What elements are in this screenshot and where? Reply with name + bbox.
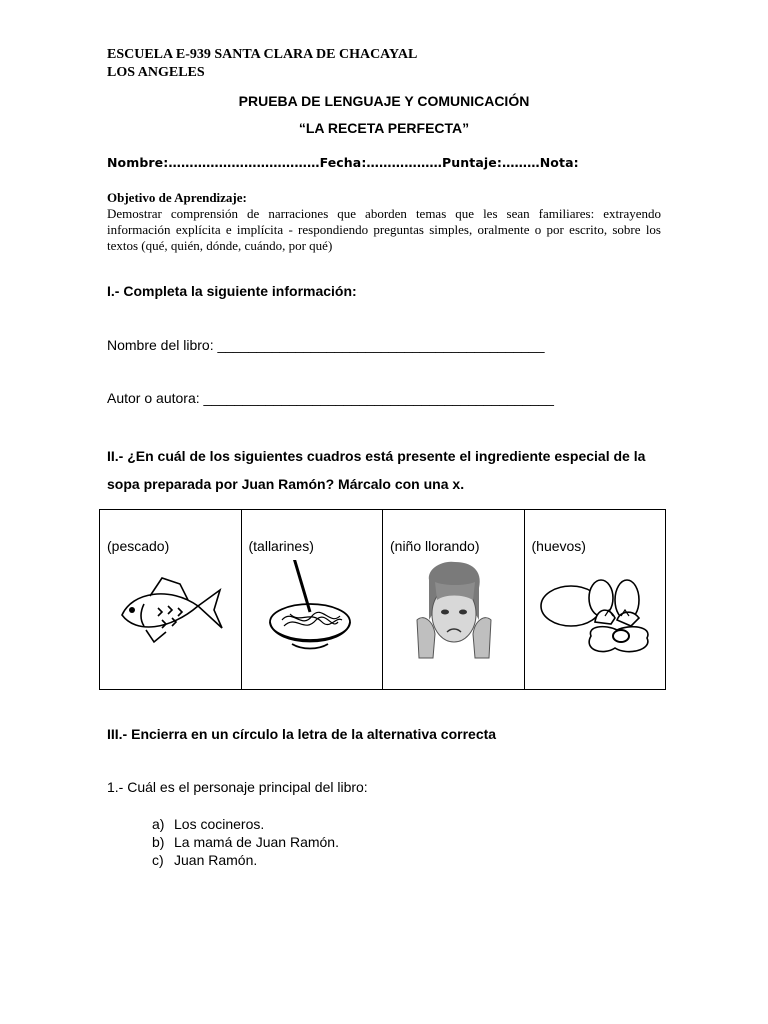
section-2-heading: II.- ¿En cuál de los siguientes cuadros está presente el ingrediente especial de la sopa preparada por Juan Ramón? Márcalo con una x. [107,448,646,492]
school-name: ESCUELA E-939 SANTA CLARA DE CHACAYAL [107,47,418,62]
section-1-heading: I.- Completa la siguiente información: [107,283,357,299]
author-field[interactable]: Autor o autora: _____________________________________________ [107,390,554,406]
crying-child-icon [393,560,517,660]
choice-label: (pescado) [107,538,170,554]
option-text: Juan Ramón. [174,852,258,868]
option-text: Los cocineros. [174,816,265,832]
choice-cell-eggs[interactable] [524,510,666,690]
learning-objective [107,190,661,254]
choice-label: (huevos) [531,538,586,554]
option-b[interactable] [152,833,339,851]
fish-icon [110,560,234,660]
section-3-heading: III.- Encierra en un círculo la letra de la alternativa correcta [107,726,497,742]
option-letter[interactable]: c) [152,852,164,868]
question-1: 1.- Cuál es el personaje principal del libro: [107,779,368,795]
choice-cell-fish[interactable] [100,510,242,690]
test-title: PRUEBA DE LENGUAJE Y COMUNICACIÓN [238,93,530,109]
eggs-icon [535,560,659,660]
choice-cell-noodles[interactable] [241,510,383,690]
option-letter[interactable]: a) [152,816,165,832]
option-text: La mamá de Juan Ramón. [174,834,339,850]
school-header [107,46,417,82]
option-a[interactable] [152,815,339,833]
noodles-bowl-icon [252,560,376,660]
test-subtitle: “LA RECETA PERFECTA” [298,120,470,136]
choice-label: (niño llorando) [390,538,480,554]
student-info-line: Nombre:………………………………Fecha:………………Puntaje:………Nota: [107,155,579,170]
objective-text: Demostrar comprensión de narraciones que aborden temas que les sean familiares: extrayendo información explícita e implícita - respondiendo preguntas simples, oralmente o por escrito, sobre los textos (qué, quién, dónde, cuándo, por qué) [107,206,661,253]
ingredient-choices-table [99,509,666,690]
option-c[interactable] [152,851,339,869]
book-name-field[interactable]: Nombre del libro: __________________________________________ [107,337,545,353]
answer-options [152,815,339,869]
option-letter[interactable]: b) [152,834,165,850]
choice-cell-crying-child[interactable] [383,510,525,690]
choice-label: (tallarines) [248,538,314,554]
school-city: LOS ANGELES [107,65,205,80]
objective-heading: Objetivo de Aprendizaje: [107,190,247,205]
